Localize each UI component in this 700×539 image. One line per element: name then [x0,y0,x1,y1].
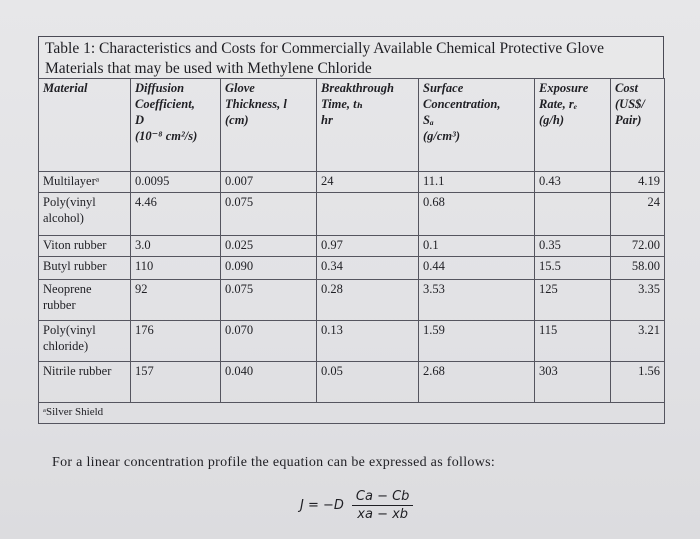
cell-cost: 3.35 [611,280,665,321]
glove-characteristics-table [38,78,665,424]
cell-diffusion: 92 [131,280,221,321]
cell-thickness: 0.007 [221,172,317,193]
cell-exposure: 0.43 [535,172,611,193]
cell-cost: 72.00 [611,236,665,257]
equation-fraction [352,489,414,522]
cell-breakthrough: 0.28 [317,280,419,321]
header-surface-concentration: Surface Concentration, Sₐ (g/cm³) [419,79,535,172]
cell-cost: 4.19 [611,172,665,193]
cell-breakthrough: 0.13 [317,321,419,362]
cell-breakthrough: 0.97 [317,236,419,257]
cell-cost: 1.56 [611,362,665,403]
cell-exposure: 115 [535,321,611,362]
table-row [39,193,665,236]
cell-exposure: 15.5 [535,257,611,280]
cell-diffusion: 4.46 [131,193,221,236]
table-header-row [39,79,665,172]
header-diffusion-coefficient: Diffusion Coefficient, D (10⁻⁸ cm²/s) [131,79,221,172]
header-breakthrough-time: Breakthrough Time, tₕ hr [317,79,419,172]
cell-material: Nitrile rubber [39,362,131,403]
caption-line-1: Table 1: Characteristics and Costs for Commercially Available Chemical Protective Glove [45,40,605,57]
equation-intro-text: For a linear concentration profile the equation can be expressed as follows: [52,455,496,470]
equation-lhs: J = −D [300,498,344,513]
cell-diffusion: 3.0 [131,236,221,257]
table-row [39,280,665,321]
cell-cost: 24 [611,193,665,236]
cell-exposure: 0.35 [535,236,611,257]
table-row [39,321,665,362]
cell-material: Neoprene rubber [39,280,131,321]
cell-diffusion: 157 [131,362,221,403]
cell-material: Poly(vinyl chloride) [39,321,131,362]
cell-diffusion: 110 [131,257,221,280]
equation-denominator: xa − xb [357,507,409,522]
cell-surface: 0.68 [419,193,535,236]
cell-material: Poly(vinyl alcohol) [39,193,131,236]
equation-numerator: Ca − Cb [352,489,414,506]
header-exposure-rate: Exposure Rate, rₑ (g/h) [535,79,611,172]
cell-diffusion: 176 [131,321,221,362]
cell-exposure: 303 [535,362,611,403]
cell-surface: 0.1 [419,236,535,257]
cell-surface: 2.68 [419,362,535,403]
cell-material: Multilayerᵃ [39,172,131,193]
header-cost: Cost (US$/ Pair) [611,79,665,172]
cell-material: Butyl rubber [39,257,131,280]
cell-thickness: 0.025 [221,236,317,257]
cell-thickness: 0.090 [221,257,317,280]
table-row [39,236,665,257]
cell-breakthrough: 0.05 [317,362,419,403]
cell-breakthrough: 24 [317,172,419,193]
cell-cost: 58.00 [611,257,665,280]
cell-surface: 11.1 [419,172,535,193]
table-row [39,257,665,280]
cell-thickness: 0.040 [221,362,317,403]
cell-exposure [535,193,611,236]
cell-thickness: 0.075 [221,280,317,321]
cell-surface: 1.59 [419,321,535,362]
table-footnote: ᵃSilver Shield [39,403,665,424]
cell-diffusion: 0.0095 [131,172,221,193]
table-row [39,362,665,403]
header-glove-thickness: Glove Thickness, l (cm) [221,79,317,172]
cell-material: Viton rubber [39,236,131,257]
table-row [39,172,665,193]
caption-line-2: Materials that may be used with Methylene Chloride [45,60,372,77]
flux-equation [300,489,413,522]
header-material: Material [39,79,131,172]
cell-surface: 0.44 [419,257,535,280]
cell-thickness: 0.070 [221,321,317,362]
table-footnote-row [39,403,665,424]
table-caption [38,36,664,78]
cell-cost: 3.21 [611,321,665,362]
cell-exposure: 125 [535,280,611,321]
cell-surface: 3.53 [419,280,535,321]
cell-breakthrough: 0.34 [317,257,419,280]
cell-breakthrough [317,193,419,236]
cell-thickness: 0.075 [221,193,317,236]
